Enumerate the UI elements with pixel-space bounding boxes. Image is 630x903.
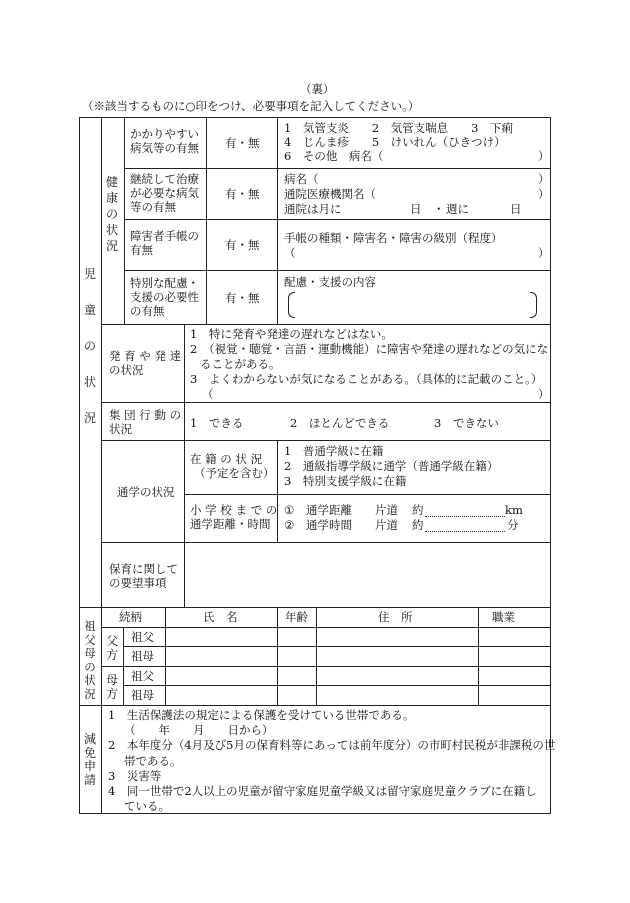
health-q3-choice[interactable]: 有・無: [225, 238, 260, 252]
health-q1-label: かかりやすい 病気等の有無: [130, 127, 199, 155]
bracket-left: [288, 292, 295, 318]
health-q3-detail-label: 手帳の種類・障害名・障害の級別（程度）: [284, 231, 503, 245]
enrollment-options: 1 普通学級に在籍 2 通級指導学級に通学（普通学級在籍） 3 特別支援学級に在籍: [284, 444, 499, 488]
row-grandfather-maternal: 祖父: [131, 669, 154, 683]
support-content-field[interactable]: [296, 292, 528, 316]
health-q1-options: 1 気管支炎 2 気管支喘息 3 下痢 4 じんま疹 5 けいれん（ひきつけ） 6 その他 病名（: [284, 121, 513, 163]
health-q2-label: 継続して治療 が必要な病気 等の有無: [130, 172, 199, 214]
paren-close: ）: [538, 172, 550, 186]
health-q4-detail-label: 配慮・支援の内容: [284, 275, 376, 289]
separator: ・: [433, 202, 445, 216]
unit-km: km: [505, 503, 523, 517]
health-q1-choice[interactable]: 有・無: [225, 136, 260, 150]
development-options: 1 特に発育や発達の遅れなどはない。 2 （視覚・聴覚・言語・運動機能）に障害や発達の遅れなどの気にな ることがある。 3 よくわからないが気になることがある。（具体的に記載のこと。） （: [190, 327, 549, 401]
page-side-label: （裏）: [300, 82, 335, 96]
oneway-label: 片道: [375, 503, 398, 517]
group-option-3[interactable]: 3 できない: [434, 416, 499, 430]
child-status-label: 児 童 の 状 況: [83, 267, 96, 425]
paren-close: ）: [538, 246, 550, 260]
oneway-label: 片道: [375, 518, 398, 532]
health-q3-label: 障害者手帳の 有無: [130, 229, 199, 257]
about-label: 約: [412, 503, 424, 517]
school-label: 通学の状況: [117, 485, 175, 499]
mark: ②: [284, 518, 295, 532]
instruction-text: （※該当するものに○印をつけ、必要事項を記入してください。）: [82, 99, 420, 113]
paren-close: ）: [538, 187, 550, 201]
grandparents-label: 祖 父 母 の 状 況: [84, 619, 96, 701]
mother-side-label: 母 方: [105, 673, 118, 701]
row-grandmother-maternal: 祖母: [131, 688, 154, 702]
distance-label: 小 学 校 ま で の 通学距離・時間: [190, 503, 278, 531]
unit-day: 日: [410, 202, 422, 216]
health-q4-label: 特別な配慮・ 支援の必要性 の有無: [130, 276, 199, 318]
group-behavior-label: 集 団 行 動 の 状況: [109, 408, 182, 436]
enrollment-label: 在 籍 の 状 況 （予定を含む）: [190, 452, 275, 480]
bracket-right: [530, 292, 537, 318]
week-label: 週に: [446, 202, 469, 216]
distance-input[interactable]: [425, 516, 505, 517]
row-grandfather-paternal: 祖父: [131, 630, 154, 644]
row-grandmother-paternal: 祖母: [131, 649, 154, 663]
health-q1-close-paren: ）: [538, 149, 550, 163]
unit-minute: 分: [507, 518, 519, 532]
father-side-label: 父 方: [105, 634, 118, 662]
requests-label: 保育に関して の要望事項: [109, 562, 178, 590]
header-name: 氏 名: [203, 610, 238, 624]
header-occupation: 職業: [492, 610, 515, 624]
header-address: 住 所: [378, 610, 413, 624]
requests-field[interactable]: [186, 545, 548, 605]
health-label: 健 康 の 状 況: [105, 175, 118, 253]
about-label: 約: [412, 518, 424, 532]
health-q2-choice[interactable]: 有・無: [225, 187, 260, 201]
time-input[interactable]: [425, 531, 505, 532]
paren-open: （: [284, 246, 296, 260]
health-q4-choice[interactable]: 有・無: [225, 291, 260, 305]
exemption-options: 1 生活保護法の規定による保護を受けている世帯である。 （ 年 月 日から） 2 本年度分（4月及び5月の保育料等にあっては前年度分）の市町村民税が非課税の世 帯である。 3 災害等 4 同一世帯で2人以上の児童が留守家庭児童学級又は留守家庭児童クラブに在籍し ている。: [108, 708, 556, 814]
exemption-label: 減 免 申 請: [83, 732, 96, 787]
distance-label-text: 通学距離: [306, 503, 352, 517]
health-q2-disease: 病名（: [284, 172, 319, 186]
header-relation: 続柄: [119, 610, 142, 624]
health-q2-hospital: 通院医療機関名（: [284, 187, 376, 201]
health-q2-visits-label: 通院は月に: [284, 202, 342, 216]
mark: ①: [284, 503, 295, 517]
group-option-1[interactable]: 1 できる: [190, 416, 244, 430]
header-age: 年齢: [285, 610, 308, 624]
development-label: 発 育 や 発 達 の状況: [109, 349, 182, 377]
group-option-2[interactable]: 2 ほとんどできる: [290, 416, 390, 430]
unit-day: 日: [510, 202, 522, 216]
time-label-text: 通学時間: [306, 518, 352, 532]
paren-close: ）: [538, 387, 550, 401]
